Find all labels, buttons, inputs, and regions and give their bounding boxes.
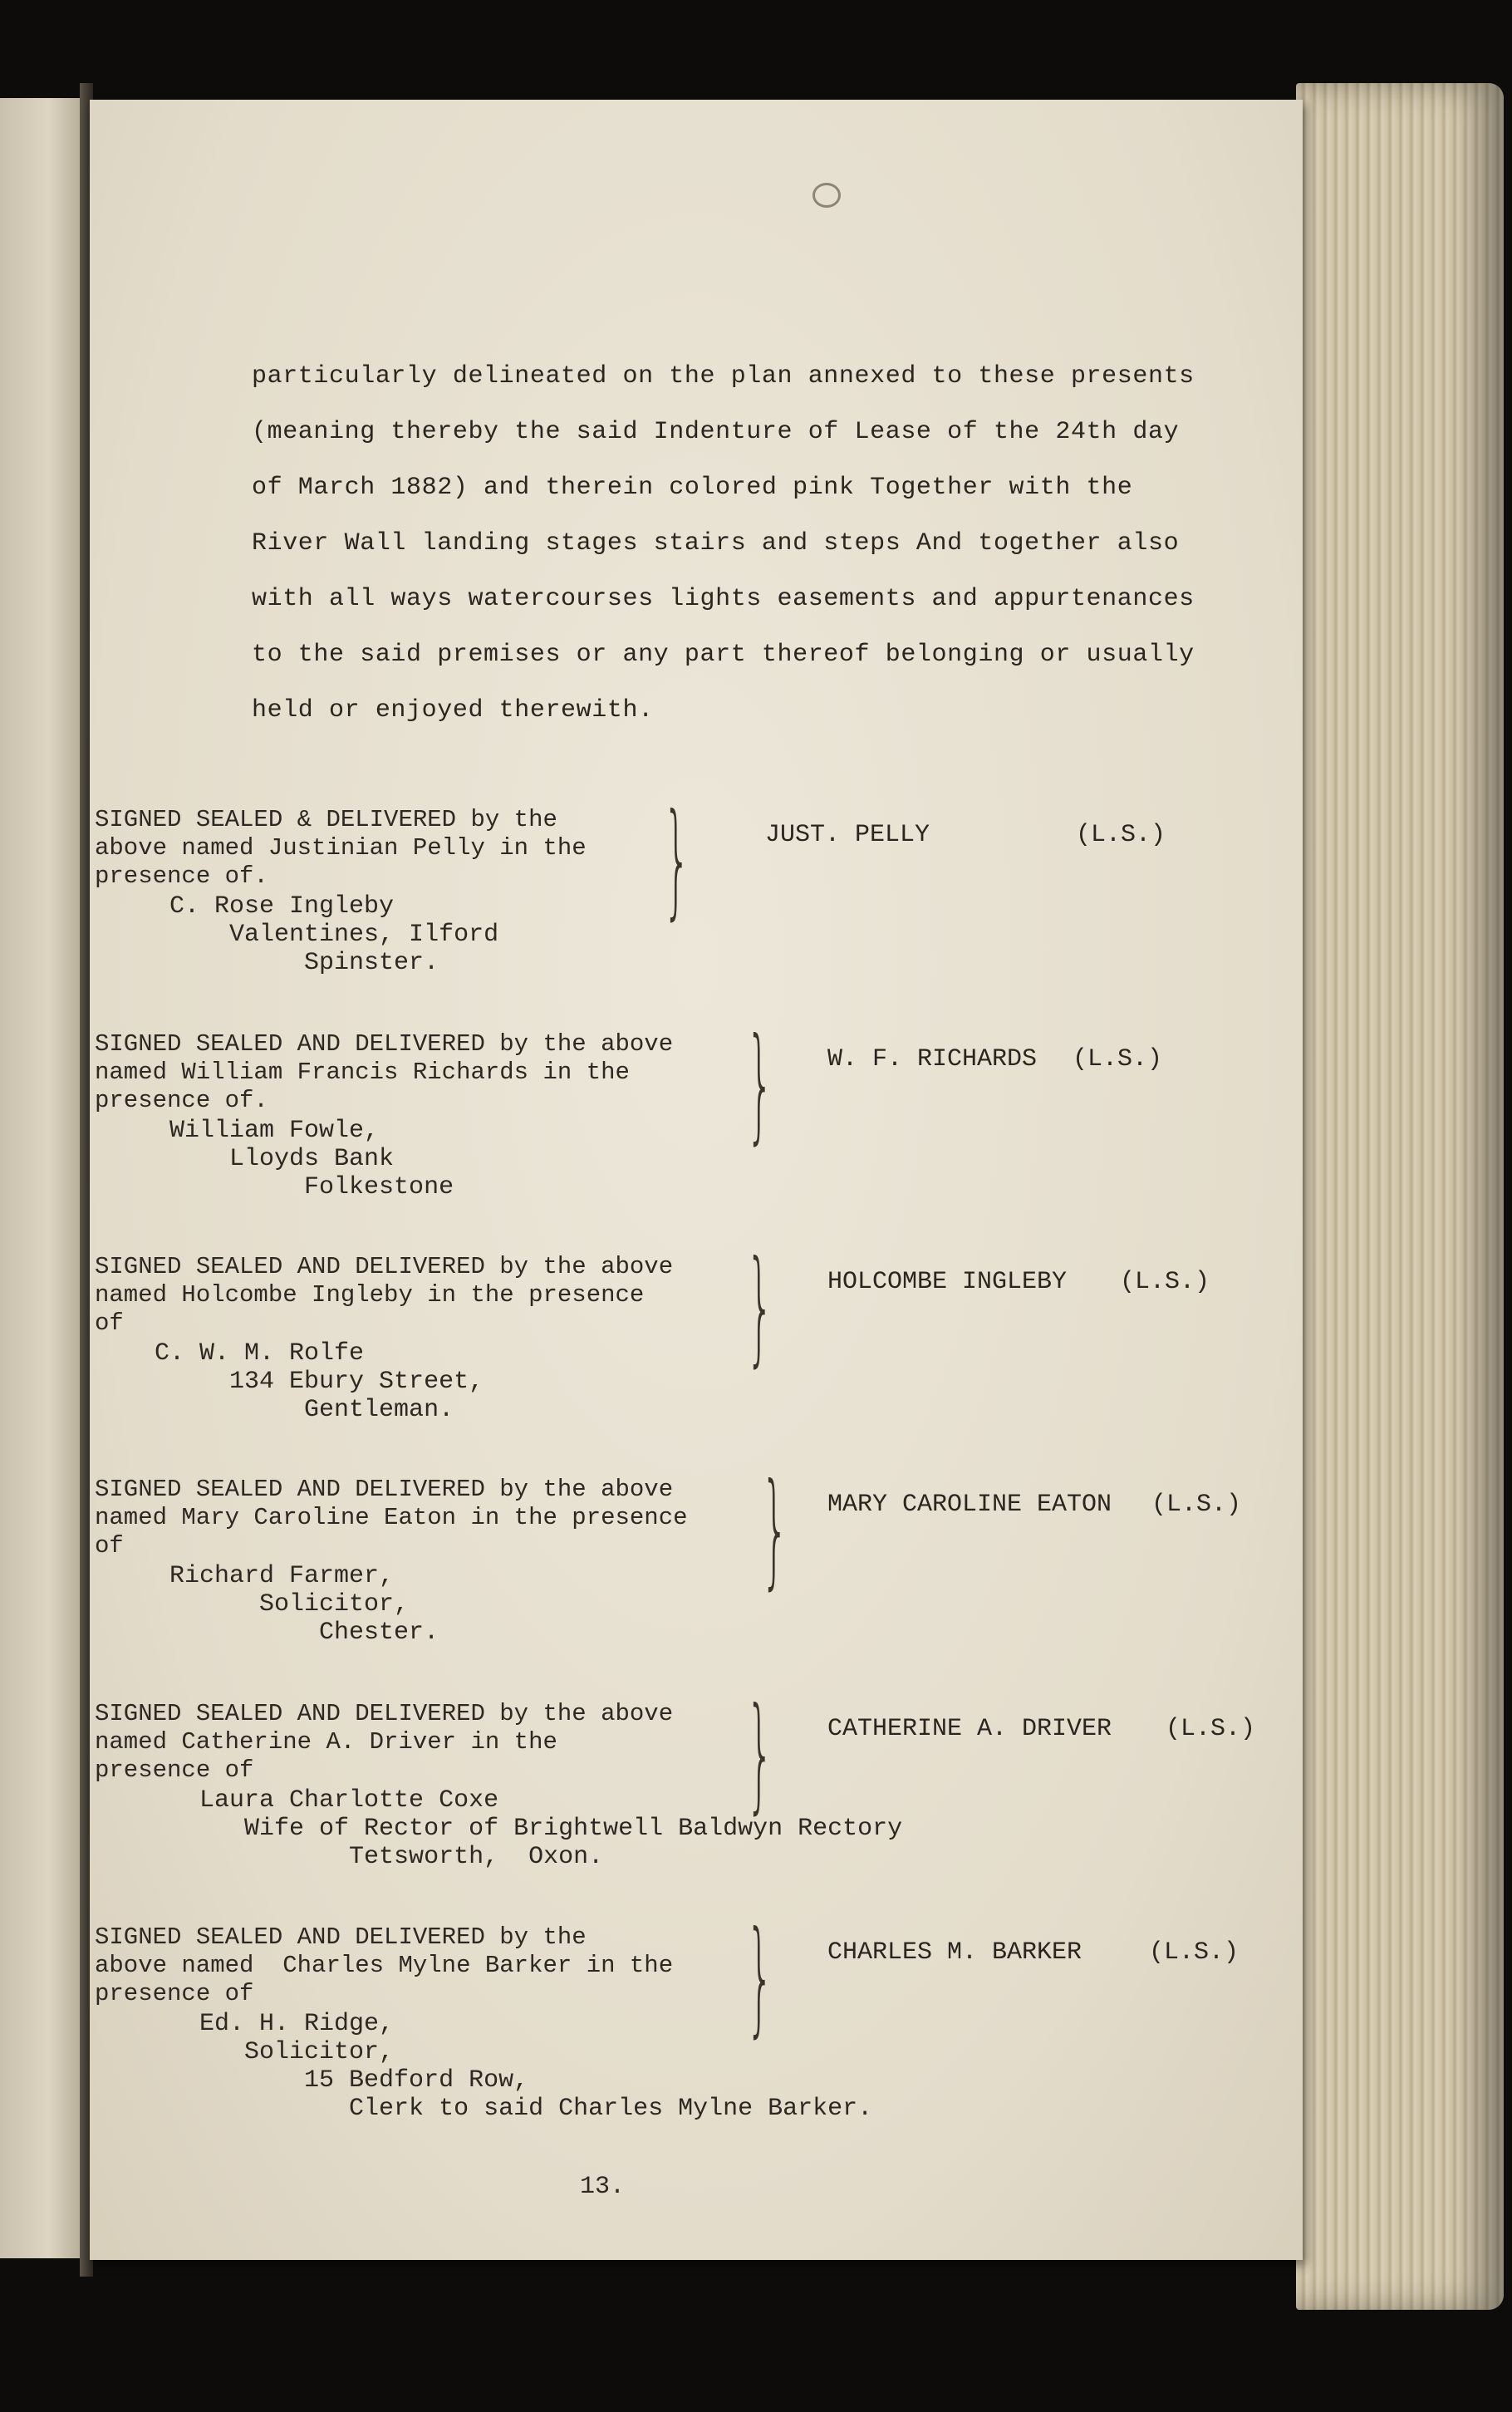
witness-details: C. Rose Ingleby Valentines, Ilford Spinster. — [95, 892, 499, 977]
attestation-clause: SIGNED SEALED AND DELIVERED by the above named Charles Mylne Barker in the presence of — [95, 1923, 674, 2007]
attestation-clause: SIGNED SEALED AND DELIVERED by the above named William Francis Richards in the presence of. — [95, 1030, 674, 1114]
signer-name: MARY CAROLINE EATON — [827, 1491, 1112, 1519]
body-paragraph — [252, 349, 1348, 739]
signer-name: JUST. PELLY — [765, 821, 930, 849]
brace-icon: } — [663, 788, 691, 932]
attestation-clause: SIGNED SEALED AND DELIVERED by the above named Catherine A. Driver in the presence of — [95, 1700, 674, 1784]
body-line: held or enjoyed therewith. — [252, 696, 654, 725]
signer-name: W. F. RICHARDS — [827, 1045, 1038, 1073]
attestation-clause: SIGNED SEALED & DELIVERED by the above named Justinian Pelly in the presence of. — [95, 806, 587, 890]
body-line: with all ways watercourses lights easements and appurtenances — [252, 585, 1195, 613]
brace-icon: } — [761, 1457, 789, 1602]
binding-ring-icon — [812, 183, 841, 208]
page-number: 13. — [580, 2173, 626, 2201]
attestation-clause: SIGNED SEALED AND DELIVERED by the above named Holcombe Ingleby in the presence of — [95, 1253, 674, 1337]
witness-details: Laura Charlotte Coxe Wife of Rector of Brightwell Baldwyn Rectory Tetsworth, Oxon. — [95, 1786, 903, 1871]
left-page-edge — [0, 98, 84, 2258]
body-line: of March 1882) and therein colored pink Together with the — [252, 474, 1133, 502]
seal-mark: (L.S.) — [1166, 1715, 1256, 1743]
body-line: River Wall landing stages stairs and steps And together also — [252, 529, 1180, 558]
witness-details: William Fowle, Lloyds Bank Folkestone — [95, 1117, 454, 1201]
witness-details: Richard Farmer, Solicitor, Chester. — [95, 1562, 439, 1647]
witness-details: C. W. M. Rolfe 134 Ebury Street, Gentleman. — [95, 1339, 484, 1424]
signer-name: HOLCOMBE INGLEBY — [827, 1268, 1068, 1296]
brace-icon: } — [746, 1682, 774, 1826]
document-page — [90, 100, 1303, 2260]
seal-mark: (L.S.) — [1149, 1938, 1240, 1967]
seal-mark: (L.S.) — [1151, 1491, 1242, 1519]
body-line: particularly delineated on the plan annexed to these presents — [252, 362, 1195, 391]
witness-details: Ed. H. Ridge, Solicitor, 15 Bedford Row, Clerk to said Charles Mylne Barker. — [95, 2010, 873, 2123]
body-line: (meaning thereby the said Indenture of Lease of the 24th day — [252, 418, 1180, 446]
body-line: to the said premises or any part thereof belonging or usually — [252, 641, 1195, 669]
brace-icon: } — [746, 1905, 774, 2050]
seal-mark: (L.S.) — [1076, 821, 1166, 849]
brace-icon: } — [746, 1235, 774, 1379]
attestation-clause: SIGNED SEALED AND DELIVERED by the above named Mary Caroline Eaton in the presence of — [95, 1476, 688, 1560]
seal-mark: (L.S.) — [1073, 1045, 1163, 1073]
seal-mark: (L.S.) — [1120, 1268, 1210, 1296]
signer-name: CHARLES M. BARKER — [827, 1938, 1082, 1967]
signer-name: CATHERINE A. DRIVER — [827, 1715, 1112, 1743]
brace-icon: } — [746, 1012, 774, 1157]
